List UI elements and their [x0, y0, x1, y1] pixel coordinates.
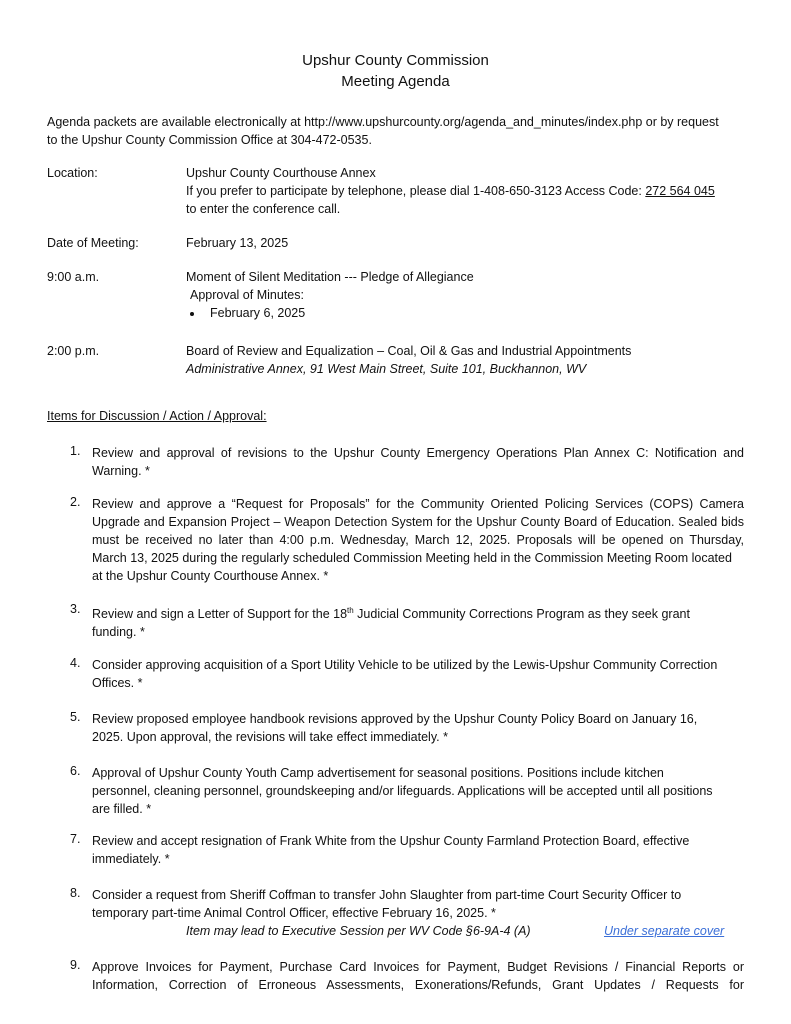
item-line: Review and accept resignation of Frank White from the Upshur County Farmland Protection Board, effective [92, 834, 690, 848]
item-line: 2025. Upon approval, the revisions will take effect immediately. * [92, 730, 448, 744]
phone-instructions: If you prefer to participate by telephone, please dial 1-408-650-3123 Access Code: [186, 184, 646, 198]
approval-minutes: Approval of Minutes: [190, 288, 304, 302]
item-line: Approval of Upshur County Youth Camp advertisement for seasonal positions. Positions include kitchen [92, 766, 664, 780]
time-2pm: 2:00 p.m. [47, 344, 100, 358]
access-code: 272 564 045 [645, 184, 715, 198]
item-text-post: Judicial Community Corrections Program as they seek grant [353, 607, 690, 622]
afternoon-block [186, 342, 756, 378]
time-9am: 9:00 a.m. [47, 270, 100, 284]
item-number: 6. [70, 764, 81, 778]
agenda-item [92, 710, 744, 746]
item-line: personnel, cleaning personnel, groundskeeping and/or lifeguards. Applications will be accepted until all positions [92, 784, 713, 798]
item-line: Upgrade and Expansion Project – Weapon Detection System for the Upshur County Board of Education. Sealed bids [92, 515, 744, 529]
ordinal-suffix: th [347, 606, 354, 615]
item-line: at the Upshur County Courthouse Annex. * [92, 569, 329, 583]
location-block [186, 164, 756, 218]
agenda-item [92, 886, 744, 922]
item-line: Review and approve a “Request for Proposals” for the Community Oriented Policing Services (COPS) Camera [92, 497, 744, 511]
minutes-bullet-item [186, 304, 756, 322]
item-line: Information, Correction of Erroneous Assessments, Exonerations/Refunds, Grant Updates / Requests for [92, 978, 744, 992]
item-line: March 13, 2025 during the regularly scheduled Commission Meeting held in the Commission Meeting Room located [92, 551, 732, 565]
item-number: 8. [70, 886, 81, 900]
intro-line: Agenda packets are available electronically at http://www.upshurcounty.org/agenda_and_minutes/index.php or by request [47, 115, 719, 129]
under-separate-cover-link[interactable]: Under separate cover [604, 924, 725, 938]
agenda-item [92, 495, 744, 585]
executive-session-note: Item may lead to Executive Session per WV Code §6-9A-4 (A) [186, 924, 531, 938]
item-line: must be received no later than 4:00 p.m. Wednesday, March 12, 2025. Proposals will be opened on Thursday, [92, 533, 744, 547]
agenda-item [92, 602, 744, 641]
item-line: Review proposed employee handbook revisions approved by the Upshur County Policy Board on January 16, [92, 712, 698, 726]
item-number: 7. [70, 832, 81, 846]
item-line: immediately. * [92, 852, 170, 866]
item-line: Review and approval of revisions to the Upshur County Emergency Operations Plan Annex C: Notification and [92, 446, 744, 460]
intro-paragraph [47, 113, 747, 149]
item-line: temporary part-time Animal Control Officer, effective February 16, 2025. * [92, 906, 496, 920]
agenda-title: Upshur County Commission [302, 52, 489, 69]
phone-line [186, 182, 756, 200]
minutes-date: February 6, 2025 [210, 306, 306, 320]
agenda-subtitle: Meeting Agenda [341, 73, 450, 90]
meditation-pledge: Moment of Silent Meditation --- Pledge of Allegiance [186, 270, 474, 284]
phone-line-2: to enter the conference call. [186, 202, 341, 216]
item-number: 2. [70, 495, 81, 509]
agenda-item [92, 444, 744, 480]
agenda-item [92, 764, 744, 818]
bullet-icon [190, 312, 194, 316]
location-label: Location: [47, 166, 98, 180]
items-heading: Items for Discussion / Action / Approval: [47, 409, 267, 423]
board-review: Board of Review and Equalization – Coal, Oil & Gas and Industrial Appointments [186, 344, 632, 358]
item-line: Consider a request from Sheriff Coffman to transfer John Slaughter from part-time Court Security Officer to [92, 888, 682, 902]
item-line: are filled. * [92, 802, 152, 816]
item-line: Approve Invoices for Payment, Purchase Card Invoices for Payment, Budget Revisions / Financial Reports or [92, 960, 744, 974]
item-number: 4. [70, 656, 81, 670]
item-text-pre: Review and sign a Letter of Support for the 18 [92, 607, 348, 622]
agenda-item [92, 958, 744, 994]
agenda-item [92, 656, 744, 692]
item-number: 5. [70, 710, 81, 724]
item-line: Warning. * [92, 464, 150, 478]
board-location: Administrative Annex, 91 West Main Street, Suite 101, Buckhannon, WV [186, 362, 587, 376]
item-line: Consider approving acquisition of a Sport Utility Vehicle to be utilized by the Lewis-Upshur Community Correction [92, 658, 718, 672]
item-number: 1. [70, 444, 81, 458]
item-line [92, 602, 744, 623]
agenda-item [92, 832, 744, 868]
date-value: February 13, 2025 [186, 236, 289, 250]
morning-block [186, 268, 756, 322]
item-line: funding. * [92, 625, 145, 640]
item-line: Offices. * [92, 676, 143, 690]
intro-line: to the Upshur County Commission Office at 304-472-0535. [47, 133, 372, 147]
date-label: Date of Meeting: [47, 236, 139, 250]
item-number: 9. [70, 958, 81, 972]
item-number: 3. [70, 602, 81, 616]
location-place: Upshur County Courthouse Annex [186, 166, 376, 180]
